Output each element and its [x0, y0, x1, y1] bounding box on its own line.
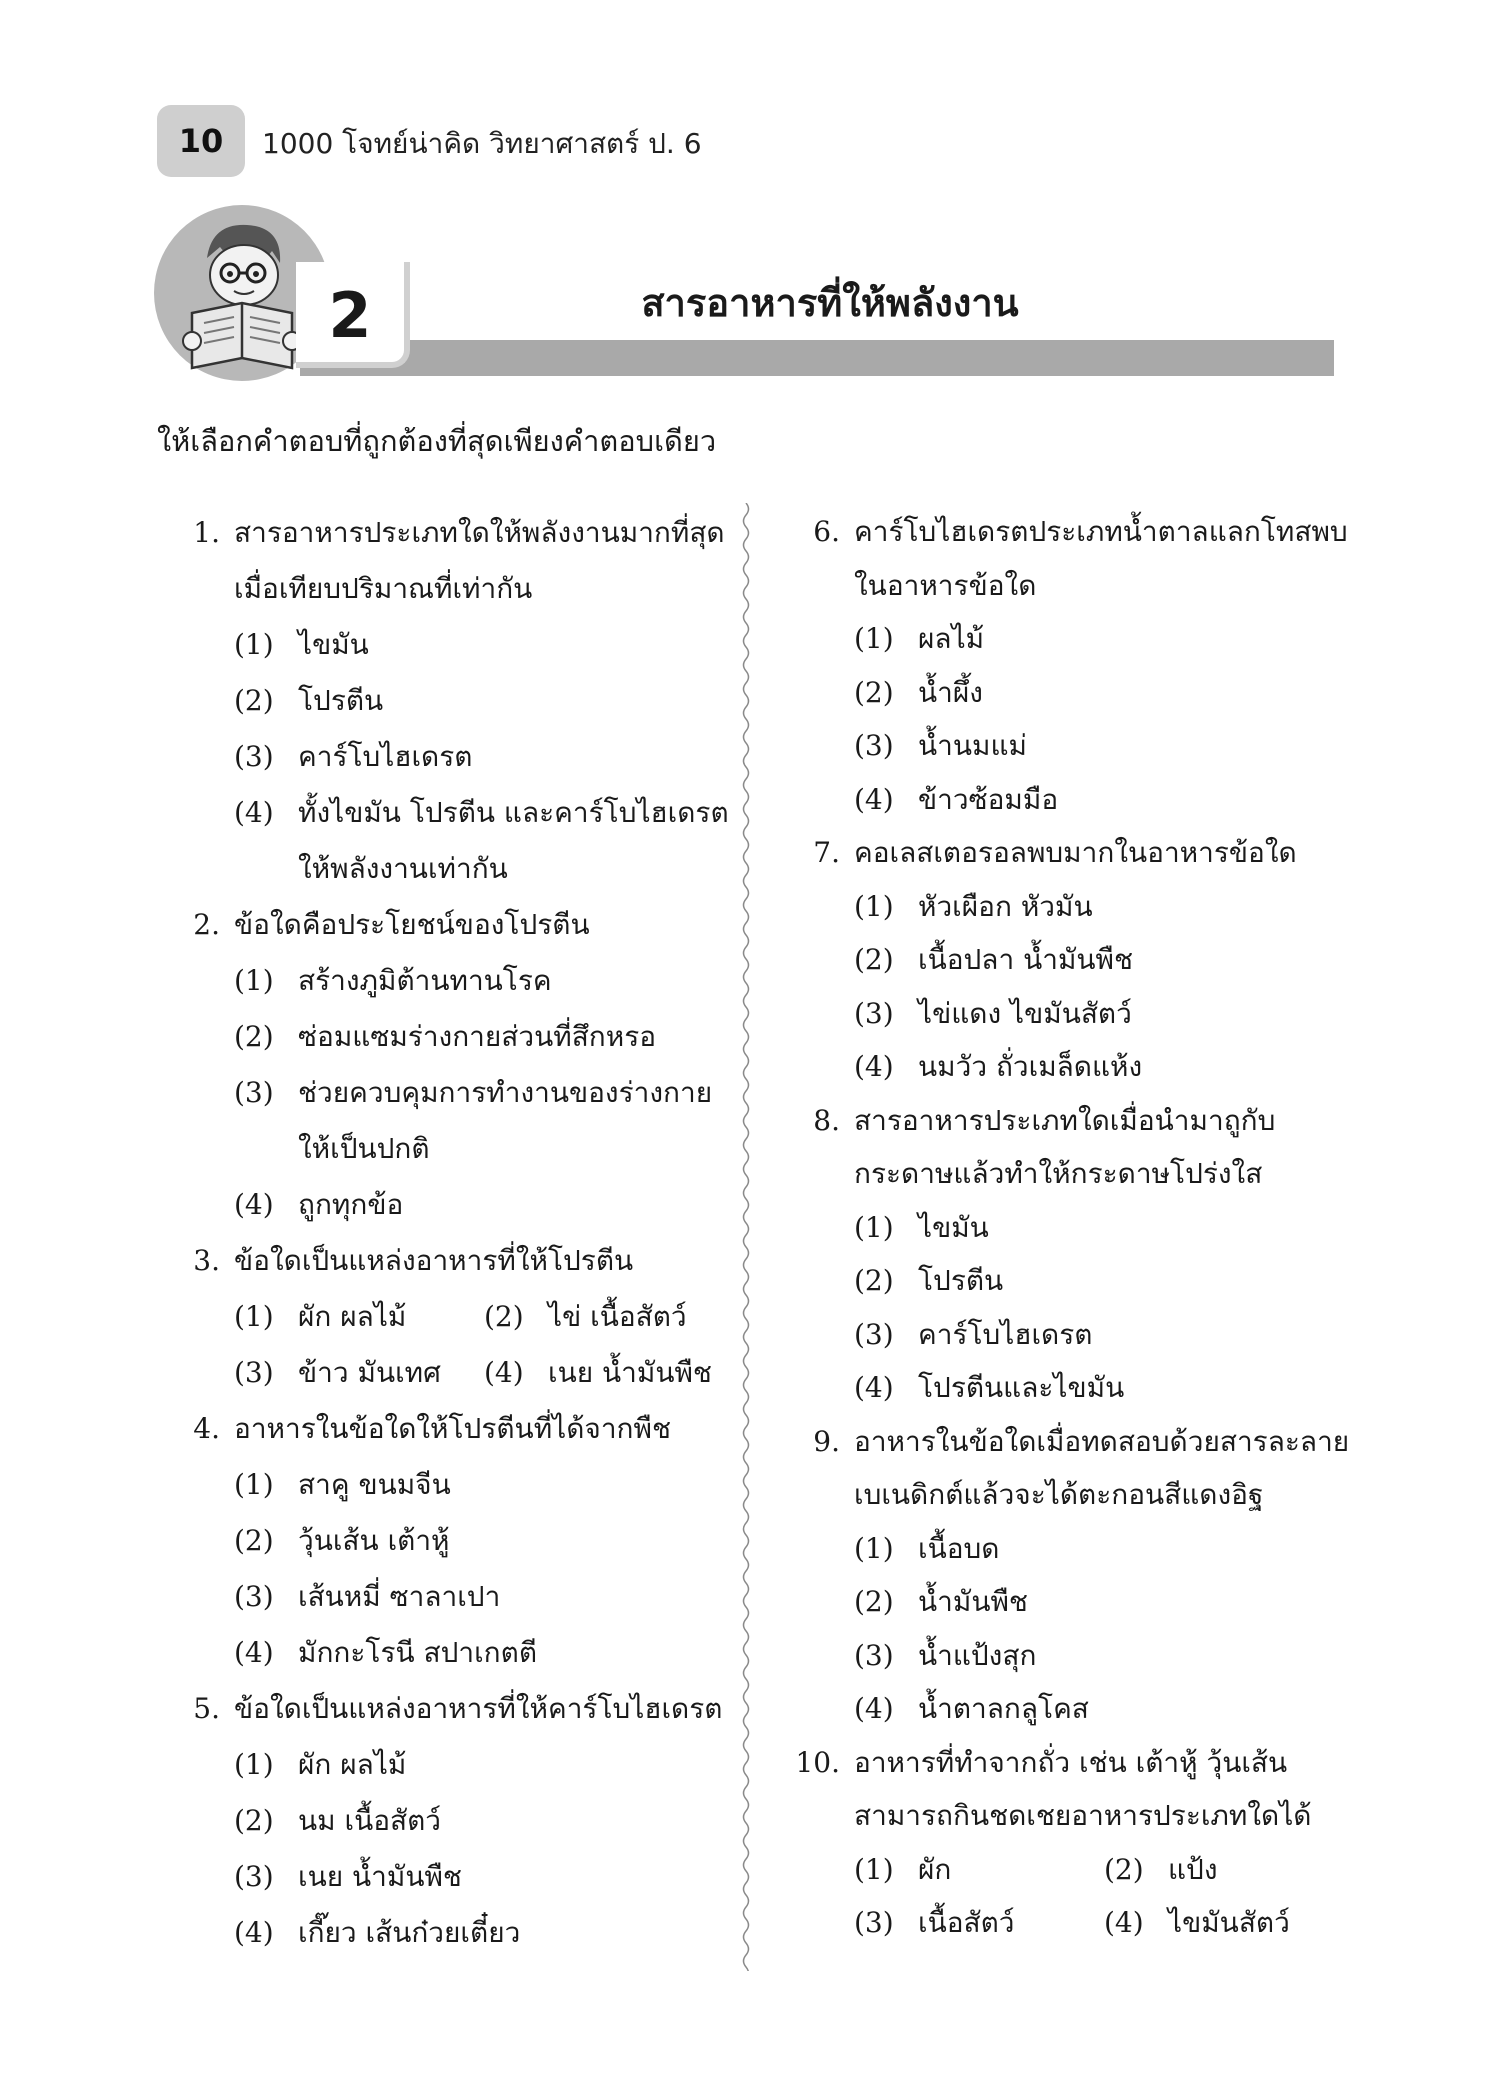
- question-stem-line: [780, 826, 1340, 880]
- question-stem-line: [160, 505, 725, 561]
- question-stem-continuation: [780, 559, 1340, 613]
- option-number: (1): [234, 1468, 274, 1501]
- option-text: ไขมัน: [918, 1210, 989, 1244]
- option-number: (3): [854, 1638, 894, 1672]
- option-text: เกี๊ยว เส้นก๋วยเตี๋ยว: [298, 1916, 521, 1949]
- option-text: ซ่อมแซมร่างกายส่วนที่สึกหรอ: [298, 1020, 657, 1053]
- option-text: น้ำตาลกลูโคส: [918, 1692, 1089, 1725]
- option-text: ผัก ผลไม้: [298, 1300, 407, 1333]
- answer-option: [780, 880, 1340, 934]
- question-number: 2.: [193, 908, 220, 941]
- option-number: (2): [484, 1300, 524, 1333]
- answer-option: [160, 617, 720, 673]
- question-text: สามารถกินชดเชยอาหารประเภทใดได้: [854, 1799, 1312, 1832]
- option-text: นม เนื้อสัตว์: [298, 1804, 442, 1837]
- question-text: ข้อใดคือประโยชน์ของโปรตีน: [234, 908, 590, 941]
- question-number: 9.: [813, 1424, 840, 1458]
- option-text-continuation: ให้พลังงานเท่ากัน: [298, 852, 508, 885]
- question-item: [780, 505, 1348, 826]
- option-number: (4): [234, 1188, 274, 1221]
- option-number: (1): [854, 889, 894, 923]
- question-number: 5.: [193, 1692, 220, 1725]
- question-text: เมื่อเทียบปริมาณที่เท่ากัน: [234, 572, 533, 605]
- option-number: (4): [854, 1692, 894, 1725]
- question-text: เบเนดิกต์แล้วจะได้ตะกอนสีแดงอิฐ: [854, 1478, 1264, 1511]
- answer-option: [160, 1513, 720, 1569]
- question-number: 10.: [795, 1745, 840, 1779]
- answer-option-row: [160, 1289, 720, 1345]
- option-text: เนื้อปลา น้ำมันพืช: [918, 943, 1134, 976]
- option-text: ผัก: [918, 1852, 952, 1886]
- question-number: 3.: [193, 1244, 220, 1277]
- option-text: น้ำมันพืช: [918, 1585, 1028, 1618]
- question-number: 6.: [813, 515, 840, 548]
- option-text: ผัก ผลไม้: [298, 1748, 407, 1781]
- answer-option: [780, 719, 1340, 773]
- answer-option: [160, 785, 729, 841]
- answer-option: [854, 1843, 1104, 1897]
- option-text: มักกะโรนี สปาเกตตี: [298, 1636, 537, 1669]
- answer-option: [160, 1905, 720, 1961]
- option-number: (1): [854, 1531, 894, 1565]
- question-text: คาร์โบไฮเดรตประเภทน้ำตาลแลกโทสพบ: [854, 515, 1348, 548]
- option-number: (3): [234, 740, 274, 773]
- question-item: [160, 1681, 723, 1961]
- question-item: [160, 1401, 720, 1681]
- question-stem-line: [160, 1233, 720, 1289]
- option-number: (4): [854, 1050, 894, 1083]
- answer-option: [780, 1254, 1340, 1308]
- option-number: (1): [854, 1852, 894, 1886]
- option-number: (2): [854, 1264, 894, 1297]
- option-number: (4): [854, 1371, 894, 1404]
- option-text: นมวัว ถั่วเมล็ดแห้ง: [918, 1050, 1143, 1083]
- question-stem-continuation: [780, 1468, 1340, 1522]
- question-text: สารอาหารประเภทใดให้พลังงานมากที่สุด: [234, 516, 725, 549]
- option-text: คาร์โบไฮเดรต: [298, 740, 473, 773]
- option-number: (1): [234, 964, 274, 997]
- option-text: เนื้อสัตว์: [918, 1906, 1015, 1939]
- option-text: วุ้นเส้น เต้าหู้: [298, 1524, 450, 1557]
- question-text: สารอาหารประเภทใดเมื่อนำมาถูกับ: [854, 1103, 1276, 1137]
- answer-option: [484, 1345, 734, 1401]
- answer-option: [160, 953, 720, 1009]
- answer-option: [160, 729, 720, 785]
- answer-option: [160, 1625, 720, 1681]
- question-text: ข้อใดเป็นแหล่งอาหารที่ให้คาร์โบไฮเดรต: [234, 1692, 723, 1725]
- option-number: (3): [854, 1906, 894, 1939]
- answer-option: [780, 1201, 1340, 1255]
- option-number: (3): [234, 1580, 274, 1613]
- answer-option-row: [780, 1843, 1340, 1897]
- answer-option: [780, 933, 1340, 987]
- question-stem-line: [780, 1094, 1340, 1148]
- question-stem-line: [160, 1681, 723, 1737]
- option-number: (1): [234, 1748, 274, 1781]
- option-number: (2): [234, 1020, 274, 1053]
- chapter-title: สารอาหารที่ให้พลังงาน: [641, 281, 1019, 325]
- option-text: คาร์โบไฮเดรต: [918, 1317, 1093, 1351]
- answer-option: [160, 1793, 720, 1849]
- answer-option: [160, 1569, 720, 1625]
- question-text: ในอาหารข้อใด: [854, 568, 1037, 602]
- option-text: เนย น้ำมันพืช: [298, 1860, 462, 1893]
- option-text: ไข่ เนื้อสัตว์: [548, 1300, 687, 1333]
- option-number: (4): [484, 1356, 524, 1389]
- question-stem-line: [780, 1415, 1350, 1469]
- question-stem-line: [780, 505, 1348, 559]
- question-item: [780, 1415, 1350, 1736]
- question-item: [780, 1094, 1340, 1415]
- option-number: (3): [234, 1076, 274, 1109]
- question-number: 4.: [193, 1412, 220, 1445]
- option-number: (3): [854, 729, 894, 762]
- instruction-text: ให้เลือกคำตอบที่ถูกต้องที่สุดเพียงคำตอบเดียว: [157, 424, 717, 458]
- option-text: น้ำผึ้ง: [918, 675, 983, 709]
- answer-option: [780, 612, 1340, 666]
- column-divider: [739, 503, 753, 1971]
- answer-option: [780, 1522, 1340, 1576]
- question-number: 8.: [813, 1103, 840, 1137]
- option-text: สาคู ขนมจีน: [298, 1468, 451, 1501]
- option-number: (2): [854, 675, 894, 709]
- question-stem-continuation: [780, 1789, 1340, 1843]
- option-text: ข้าว มันเทศ: [298, 1356, 441, 1389]
- option-text: โปรตีน: [918, 1264, 1004, 1297]
- answer-option: [234, 1345, 484, 1401]
- question-stem-continuation: [160, 561, 720, 617]
- option-number: (4): [854, 782, 894, 816]
- chapter-header-bar: [300, 340, 1334, 376]
- question-text: ข้อใดเป็นแหล่งอาหารที่ให้โปรตีน: [234, 1244, 634, 1277]
- option-text: โปรตีนและไขมัน: [918, 1371, 1125, 1404]
- answer-option: [780, 1682, 1340, 1736]
- question-column-left: [160, 505, 729, 1961]
- question-item: [160, 897, 720, 1233]
- question-number: 7.: [813, 836, 840, 869]
- option-number: (3): [234, 1356, 274, 1389]
- answer-option: [484, 1289, 734, 1345]
- option-text: เนื้อบด: [918, 1531, 1000, 1565]
- option-text: เนย น้ำมันพืช: [548, 1356, 712, 1389]
- option-number: (3): [234, 1860, 274, 1893]
- option-text: สร้างภูมิต้านทานโรค: [298, 964, 552, 997]
- question-item: [160, 505, 729, 897]
- option-number: (4): [234, 796, 274, 829]
- option-text: ถูกทุกข้อ: [298, 1188, 404, 1221]
- answer-option: [160, 1737, 720, 1793]
- answer-option: [854, 1896, 1104, 1950]
- option-text: หัวเผือก หัวมัน: [918, 889, 1093, 923]
- option-text: ผลไม้: [918, 622, 985, 655]
- answer-option: [780, 1308, 1340, 1362]
- answer-option: [780, 1361, 1340, 1415]
- answer-option: [780, 1575, 1340, 1629]
- question-item: [160, 1233, 720, 1401]
- book-title: 1000 โจทย์น่าคิด วิทยาศาสตร์ ป. 6: [262, 127, 702, 160]
- option-number: (3): [854, 996, 894, 1030]
- answer-option-row: [160, 1345, 720, 1401]
- option-text-continuation: ให้เป็นปกติ: [298, 1132, 430, 1165]
- question-text: กระดาษแล้วทำให้กระดาษโปร่งใส: [854, 1157, 1263, 1190]
- option-number: (2): [854, 943, 894, 976]
- option-number: (4): [234, 1916, 274, 1949]
- chapter-number: 2: [328, 278, 372, 352]
- question-text: คอเลสเตอรอลพบมากในอาหารข้อใด: [854, 836, 1297, 869]
- answer-option: [780, 987, 1340, 1041]
- option-number: (1): [854, 622, 894, 655]
- question-text: อาหารที่ทำจากถั่ว เช่น เต้าหู้ วุ้นเส้น: [854, 1745, 1288, 1779]
- page-number: 10: [157, 105, 245, 177]
- option-text: แป้ง: [1168, 1852, 1218, 1886]
- option-text: น้ำนมแม่: [918, 729, 1027, 762]
- option-text: ทั้งไขมัน โปรตีน และคาร์โบไฮเดรต: [298, 796, 729, 829]
- option-number: (1): [854, 1210, 894, 1244]
- answer-option: [1104, 1843, 1354, 1897]
- option-number: (2): [854, 1585, 894, 1618]
- answer-option: [160, 1849, 720, 1905]
- answer-option: [1104, 1896, 1354, 1950]
- option-number: (2): [234, 1804, 274, 1837]
- option-text: เส้นหมี่ ซาลาเปา: [298, 1580, 501, 1613]
- answer-option: [234, 1289, 484, 1345]
- question-stem-line: [780, 1736, 1340, 1790]
- option-number: (2): [234, 684, 274, 717]
- option-number: (4): [1104, 1906, 1144, 1939]
- option-text: น้ำแป้งสุก: [918, 1638, 1037, 1672]
- question-stem-line: [160, 1401, 720, 1457]
- option-text: ข้าวซ้อมมือ: [918, 782, 1059, 816]
- question-stem-continuation: [780, 1147, 1340, 1201]
- option-number: (1): [234, 1300, 274, 1333]
- question-item: [780, 826, 1340, 1094]
- option-text: ไขมัน: [298, 628, 369, 661]
- option-text: ช่วยควบคุมการทำงานของร่างกาย: [298, 1076, 713, 1109]
- option-text: ไข่แดง ไขมันสัตว์: [918, 996, 1132, 1030]
- answer-option-row: [780, 1896, 1340, 1950]
- answer-option: [780, 666, 1340, 720]
- answer-option: [160, 1457, 720, 1513]
- answer-option: [160, 673, 720, 729]
- answer-option: [160, 1065, 720, 1121]
- question-number: 1.: [193, 516, 220, 549]
- option-number: (3): [854, 1317, 894, 1351]
- question-text: อาหารในข้อใดเมื่อทดสอบด้วยสารละลาย: [854, 1424, 1350, 1458]
- answer-option: [160, 1009, 720, 1065]
- question-stem-line: [160, 897, 720, 953]
- question-text: อาหารในข้อใดให้โปรตีนที่ได้จากพืช: [234, 1412, 671, 1445]
- answer-option: [780, 773, 1340, 827]
- option-number: (2): [234, 1524, 274, 1557]
- question-column-right: [780, 505, 1350, 1950]
- answer-option: [160, 1177, 720, 1233]
- option-number: (2): [1104, 1852, 1144, 1886]
- answer-option: [780, 1629, 1340, 1683]
- option-text: ไขมันสัตว์: [1168, 1906, 1290, 1939]
- option-text: โปรตีน: [298, 684, 384, 717]
- question-item: [780, 1736, 1340, 1950]
- option-number: (4): [234, 1636, 274, 1669]
- option-number: (1): [234, 628, 274, 661]
- answer-option: [780, 1040, 1340, 1094]
